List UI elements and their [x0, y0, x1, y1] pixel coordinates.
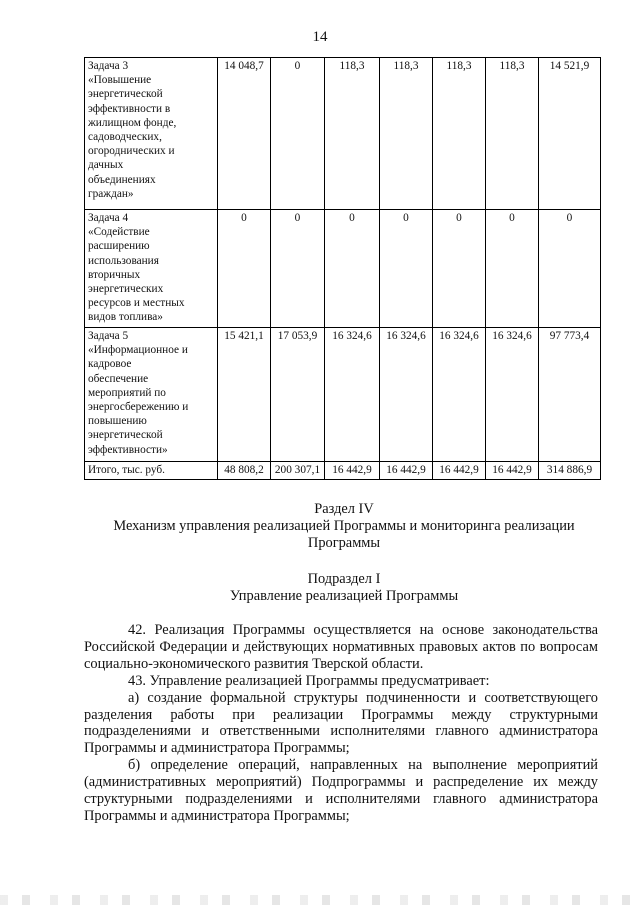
total-value-cell: 314 886,9	[539, 462, 601, 480]
total-label-cell: Итого, тыс. руб.	[85, 462, 218, 480]
value-cell: 118,3	[325, 58, 380, 210]
task-label-line: Задача 3	[88, 60, 129, 72]
task-label-line: садоводческих,	[88, 131, 162, 144]
page-number: 14	[312, 29, 328, 45]
table-row	[85, 58, 601, 210]
scan-artifact-line	[0, 895, 640, 905]
paragraph-43a: а) создание формальной структуры подчиненности и соответствующего разделения работы при реализации Программы между структурными подразделениями и ответственными исполнителями главного администратора Программы и администратора Программы;	[84, 689, 598, 757]
value-cell: 0	[539, 210, 601, 328]
total-value-cell: 16 442,9	[486, 462, 539, 480]
value-cell: 16 324,6	[325, 328, 380, 462]
value-cell: 0	[218, 210, 271, 328]
task-label-line: дачных	[88, 159, 124, 172]
task-label-line: кадровое	[88, 358, 132, 371]
task-label-line: эффективности»	[88, 443, 168, 456]
total-value-cell: 16 442,9	[433, 462, 486, 480]
value-cell: 16 324,6	[380, 328, 433, 462]
value-cell: 0	[271, 210, 325, 328]
table-body	[85, 58, 601, 480]
section-heading	[84, 501, 604, 552]
task-label-line: «Информационное и	[88, 344, 188, 357]
value-cell: 0	[325, 210, 380, 328]
task-label-line: «Повышение	[88, 74, 152, 87]
task-label-line: энергетической	[88, 88, 163, 101]
value-cell: 118,3	[380, 58, 433, 210]
task-label-line: расширению	[88, 240, 150, 253]
total-row	[85, 462, 601, 480]
paragraph-43b: б) определение операций, направленных на выполнение мероприятий (административных мероприятий) Подпрограммы и распределение их между структурными подразделениями и исполнителями главного администратора Программы и администратора Программы;	[84, 757, 598, 824]
value-cell: 118,3	[433, 58, 486, 210]
subsection-title: Подраздел I	[307, 571, 381, 587]
value-cell: 14 521,9	[539, 58, 601, 210]
value-cell: 16 324,6	[433, 328, 486, 462]
value-cell: 118,3	[486, 58, 539, 210]
value-cell: 97 773,4	[539, 328, 601, 462]
task-label-line: объединениях	[88, 173, 156, 186]
task-label-line: мероприятий по	[88, 386, 166, 399]
task-label-line: «Содействие	[88, 226, 150, 239]
value-cell: 0	[433, 210, 486, 328]
value-cell: 14 048,7	[218, 58, 271, 210]
task-label-line: Задача 5	[88, 330, 129, 342]
section-subtitle-line1: Механизм управления реализацией Программы и мониторинга реализации	[113, 518, 575, 534]
value-cell: 16 324,6	[486, 328, 539, 462]
task-label-line: использования	[88, 254, 159, 267]
task-label-line: эффективности в	[88, 102, 171, 115]
value-cell: 17 053,9	[271, 328, 325, 462]
table-row	[85, 210, 601, 328]
task-label-cell	[85, 58, 218, 210]
task-label-line: энергетической	[88, 429, 163, 442]
paragraph-43: 43. Управление реализацией Программы предусматривает:	[128, 672, 490, 689]
value-cell: 0	[380, 210, 433, 328]
task-label-line: обеспечение	[88, 372, 149, 385]
task-label-line: энергосбережению и	[88, 401, 189, 414]
task-label-line: граждан»	[88, 187, 134, 200]
task-label-line: огороднических и	[88, 145, 175, 158]
subsection-heading	[84, 571, 604, 605]
task-label-line: ресурсов и местных	[88, 297, 185, 310]
task-label-line: энергетических	[88, 283, 164, 296]
table-row	[85, 328, 601, 462]
section-title: Раздел IV	[314, 501, 374, 517]
task-label-line: повышению	[88, 415, 147, 428]
total-value-cell: 200 307,1	[271, 462, 325, 480]
total-value-cell: 16 442,9	[325, 462, 380, 480]
task-label-line: видов топлива»	[88, 311, 163, 324]
total-value-cell: 48 808,2	[218, 462, 271, 480]
value-cell: 0	[486, 210, 539, 328]
task-label-cell	[85, 328, 218, 462]
task-label-line: Задача 4	[88, 212, 129, 224]
total-value-cell: 16 442,9	[380, 462, 433, 480]
section-subtitle-line2: Программы	[307, 535, 381, 551]
value-cell: 15 421,1	[218, 328, 271, 462]
task-label-cell	[85, 210, 218, 328]
paragraph-42: 42. Реализация Программы осуществляется на основе законодательства Российской Федерации и действующих нормативных правовых актов по вопросам социально-экономического развития Тверской области.	[84, 622, 598, 672]
task-label-line: вторичных	[88, 268, 141, 281]
body-text	[84, 622, 598, 825]
value-cell: 0	[271, 58, 325, 210]
budget-table	[84, 57, 601, 480]
subsection-subtitle: Управление реализацией Программы	[229, 588, 459, 604]
task-label-line: жилищном фонде,	[88, 116, 177, 129]
